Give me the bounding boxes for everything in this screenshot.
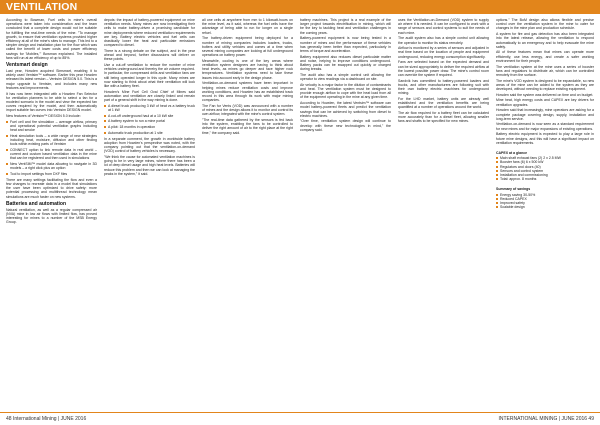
paragraph: depots: the impact of battery-powered equipment on mine ventilation needs. Many mines are now investigating their cells to make battery-driven a promising candidate for mine deployments where reduced ventilation requirements are key. Battery electric vehicles and fuel cells can drastically lower the heat and particulate emissions compared to diesel. [104,18,195,48]
capex-item: Total: approx. 8 months [496,177,594,181]
paragraph: According to Bowman, Fuel cells in mine's overall operations were taken into consideration and the team concluded that a complete design would not be suitable for fulfilling the real-time needs of the mine. "To manage growth, to ensure that ventilation systems provided higher efficiency at all of the mine's sites to manage. This led to a simpler design and installation plan for the flow which was called the benefit of lower costs and power efficiency savings for 'Mobiles,'" Bowman explained. The installed fans will run at an efficiency of up to 85%. [6,18,97,60]
summary-heading: Summary of savings [496,187,531,192]
paragraph: The audit system also has a simple control unit allowing the operator to monitor its status remotely. [398,36,489,45]
paragraph: options." The BoM design also allows flexible and precise control over the ventilation system in the mine to cater for changes in the mine plan and production schedule. [496,18,594,31]
paragraph: The Fan for Vents (VOD) was announced with a number of mines and the design allows it to monitor and control its own airflow, integrated with the mine's control system. [202,103,293,117]
paragraph: Mine heat, high energy costs and CAPEX are key drivers for ventilation upgrades. [496,98,594,107]
bullet-item: A pilot: 18 months in operation [104,125,195,129]
paragraph: The mine's VOD system is designed to be expandable, so new areas of the mine can be added to the system as they are developed, without needing to replace existing equipment. [496,78,594,92]
column-6 [496,18,594,410]
paragraph: It has now been integrated with a Howden Fan Selector for ventilation planners to be able to select a fan for a modeled scenario in the model and view the expected fan curves required by the model, and then automatically import suitable fan curves into Ventsim DESIGN model. [6,91,97,113]
bullet-item: CONNECT option to link remote data in real world – current and custom based ventilation data in the mine that can be registered and then used in simulations [6,148,97,161]
paragraph: Natural ventilation, as well as a regular compressed air (NVA) mine in low air flows with limited flow, has proved interesting for mines to a number of the MSB Energy Group. [6,207,97,225]
subheading: Ventsmart design [6,62,48,69]
bullet-item: Tool to import settings from DXF files [6,172,97,176]
paragraph: Battery equipment also reduces diesel particulate matter and noise, helping to improve conditions underground. Battery packs can be swapped out quickly or charged during breaks. [300,54,391,72]
paragraph: Last year, Howden acquired Simsmart, enabling it to widely used Ventsim™ software. Earlier this year Howden released its latest version – Ventsim DESIGN 5.0. This is a major upgrade to Ventsim, and includes many new features and improvements. [6,69,97,90]
bullet-item: Automatic truck production at 1 site [104,131,195,135]
paragraph: Airflow is monitored by a series of sensors and adjusted in real time based on the location of people and equipment underground, reducing energy consumption significantly. [398,46,489,59]
paragraph: Meanwhile, cooling is one of the key areas where ventilation system designers are having to think about heat levels, as mines go deeper and face higher rock temperatures. Ventilation systems need to take these issues into account early in the design phase. [202,58,293,80]
summary-item: Energy saving 30-50% [496,193,594,197]
capex-heading: CAPEX at a glance [496,150,528,155]
paragraph: There is a strong debate on the subject, and in the year ahead and beyond, further discussions will deliver on these points. [104,48,195,62]
section-title: VENTILATION [6,1,78,13]
bullet-item: Heat simulation tools – a wide range of new strategies including heat, moisture, diffusion and other finding tools within existing parts of Ventsim [6,134,97,147]
paragraph: The air flow required for a battery fleet can be calculated more accurately than for a diesel fleet, allowing smaller fans and shafts to be specified for new mines. [398,111,489,124]
capex-item: Sensors and control system [496,169,594,173]
subheading: Batteries and automation [6,200,67,207]
paragraph: "The real-time data gathered by the sensors is fed back into the system, enabling the fans to be controlled to deliver the right amount of air to the right place at the right time," the company said. [202,117,293,135]
page-header [0,0,600,14]
paragraph: The ventilation system at the mine uses a series of booster fans and regulators to distribute air, which can be controlled remotely from the surface. [496,64,594,77]
paragraph: According to Howden, the latest Ventsim™ software can model battery-powered fleets and predict the ventilation savings that can be achieved by switching from diesel to electric machines. [300,101,391,118]
paragraph: Battery-powered equipment is now being tested in a number of mines and the performance of these vehicles has generally been better than expected, particularly in terms of torque and acceleration. [300,36,391,53]
paragraph: uses the Ventilation-on-Demand (VOD) system to supply air where it is needed. It can be configured to work with a range of sensors and control systems to suit the needs of each mine. [398,18,489,35]
paragraph: Fans are selected based on the expected demand and can be sized appropriately to deliver the required airflow at the lowest possible power draw. The mine's control room can override the system if required. [398,60,489,77]
bullet-item: A cut-off underground haul at a 10 kW site [104,114,195,118]
capex-item: Regulators and doors (40) [496,165,594,169]
paragraph: For the LHD market, battery units are already well established and the ventilation benefits are being quantified at a number of operations around the world. [398,96,489,110]
paragraph: The audit also has a simple control unit allowing the operator to view readings via a dashboard on site. [300,72,391,82]
summary-box [496,187,594,209]
paragraph: Ventilation-on-demand is now seen as a standard requirement for new mines and for major expansions of existing operations. [496,122,594,131]
paragraph: all one cells at anywhere from mm to 1 kilowatt-hours on the mine level, as it said, whereas the fuel cells have the advantage of being able to run for longer on a single refuel. [202,18,293,35]
summary-item: Scalable design [496,205,594,209]
footer-left: 48 International Mining | JUNE 2016 [6,416,87,422]
paragraph: A system for fire and gas detection has also been integrated into the latest release, allowing the ventilation to respond automatically to an emergency and to help evacuate the mine safely. [496,32,594,49]
column-3 [202,18,293,410]
paragraph: Battery electric equipment is expected to play a large role in future mine designs, and this will have a significant impact on ventilation requirements. [496,132,594,145]
bullet-item: New VentSIM™ model data allowing to navigate in 3D models – a right click plus an option [6,162,97,170]
page-footer [0,412,600,425]
paragraph: "We think the cause for automated ventilation machines is going to be in very large mines, where there has been a lot of deep diesel usage and high heat levels. Batteries will reduce this problem and then we can look at managing the peaks in the system," it said. [104,154,195,176]
column-1 [6,18,97,410]
paragraph: In a separate comment, the growth in worldwide battery adoption from Howden's perspective was noted, with the company pointing out that the ventilation-on-demand (VOD) control of battery vehicles is necessary. [104,136,195,154]
paragraph: All of these features mean that mines can operate more efficiently, use less energy, and create a safer working environment for their people. [496,50,594,63]
paragraph: Use a cut-off ventilation to reduce the number of mine vehicles underground and thereby the air volume required. In particular, the compressed drills and ventilation fans are still being operated longer in this cycle. Many mines are now starting to think about what their ventilation will look like with a battery fleet. [104,63,195,89]
paragraph: Howden said the system was delivered on time and on budget. [496,92,594,97]
bullet-item: A battery system to run a mine portal [104,119,195,123]
capex-item: Main shaft exhaust fans (2) 2 x 2.5 MW [496,156,594,160]
paragraph: Sandvik has committed to battery-powered loaders and trucks, and other manufacturers are following suit with their own battery electric machines for underground mining. [398,78,489,96]
bullet-item: Fuel cell and fire simulation – average airflow, primary and operational potential ventilation graphs including heat and smoke [6,120,97,133]
column-5 [398,18,489,410]
summary-item: Improved safety [496,201,594,205]
capex-item: Installation and commissioning [496,173,594,177]
paragraph: The battery-driven equipment being deployed for a number of mining companies includes loaders, trucks, bolters and utility vehicles and comes at a time when several mining companies are looking at full underground operations on battery power. [202,36,293,58]
paragraph: "Over time, ventilation system design will continue to develop with these new technologies in mind," the company said. [300,119,391,132]
paragraph: Howden's Mine Fuel Cell Oval Chief of Mines said automation and ventilation are closely linked and remain part of a general shift in the way mining is done. [104,89,195,103]
bullet-item: A diesel truck producing 3 kW of heat vs a battery truck at 1 kW [104,104,195,112]
paragraph: Ventilation-on-demand systems have been important in helping mines reduce ventilation costs and improve working conditions, and Howden has an established track record in this area through its work with major mining companies. [202,81,293,103]
paragraph: There are many settings facilitating the flow and even a few changes to recreate data in a model that simulations the user have been optimized to drive safety: more potential processing and multithread technology mean simulations are much faster on new systems. [6,177,97,199]
summary-item: Reduced CAPEX [496,197,594,201]
paragraph: Howden said that increasingly, mine operators are asking for a complete package covering design, supply, installation and long-term service. [496,108,594,121]
column-2 [104,18,195,410]
column-4 [300,18,391,410]
capex-box [496,151,594,181]
footer-right: INTERNATIONAL MINING | JUNE 2016 49 [498,416,594,422]
paragraph: New features of Ventsim™ DESIGN 5.0 include: [6,114,81,119]
paragraph: Air velocity is a major factor in the dilution of contaminants and heat. The ventilation system must be designed to provide enough airflow to cope with the heat load from all of the equipment operating in the mine at any given time. [300,82,391,100]
capex-item: Booster fans (6) 6 x 500 kW [496,160,594,164]
paragraph: battery machines. This project is a real example of the larger project towards electrification in mining, which will be the key to tackling heat and ventilation challenges in the coming years. [300,18,391,35]
